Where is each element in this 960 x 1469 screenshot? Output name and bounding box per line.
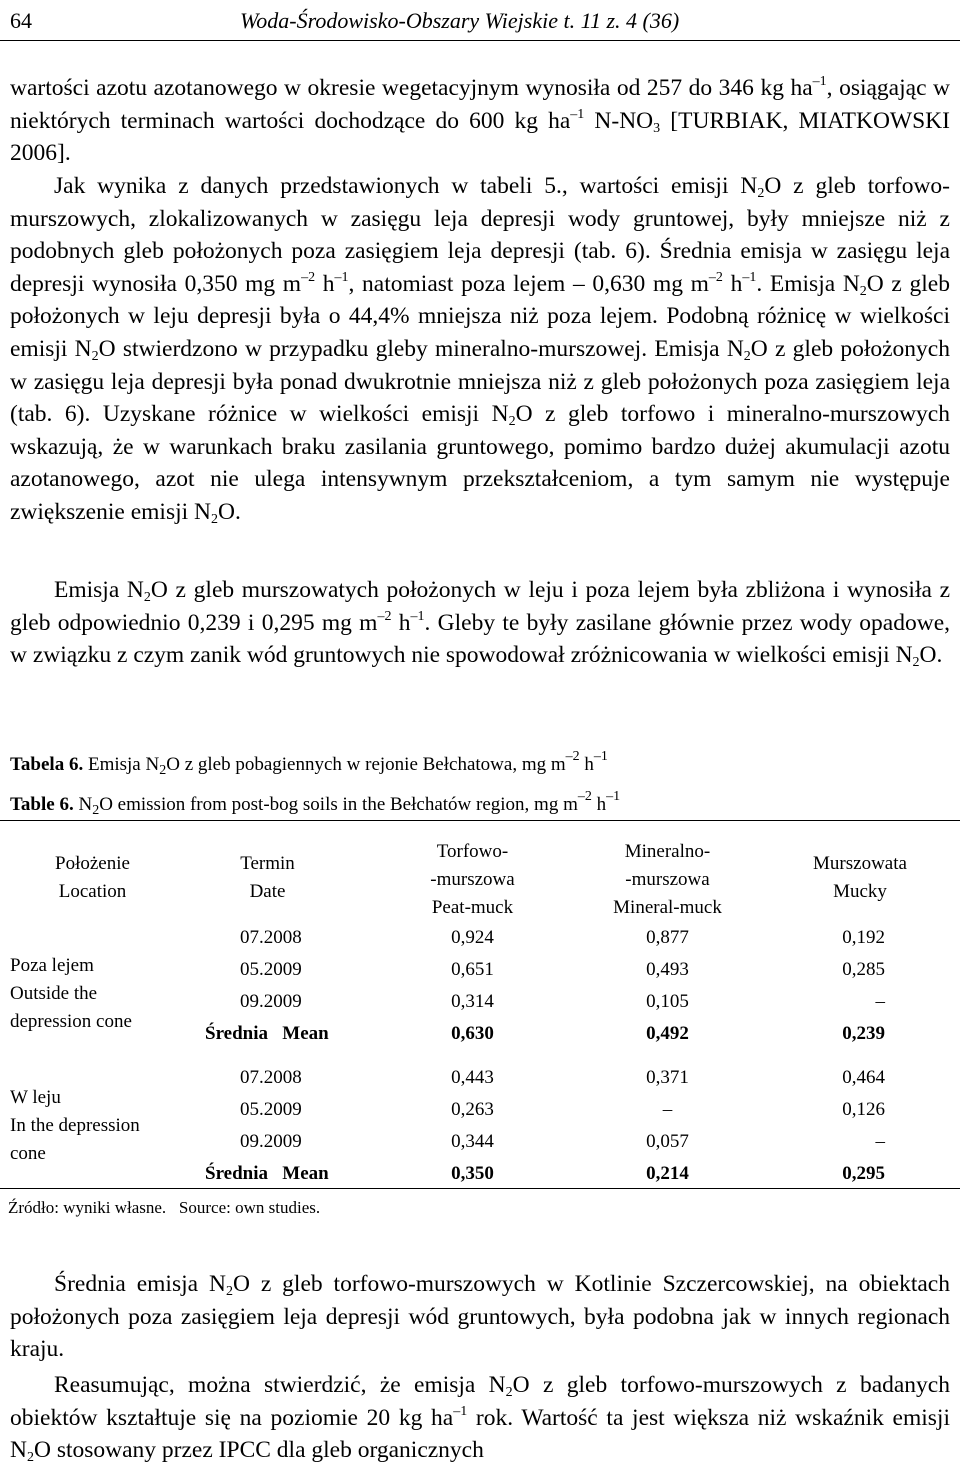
mean-label-pl: Średnia bbox=[205, 1023, 269, 1044]
caption-text: O emission from post-bog soils in the Bełchatów region, mg m bbox=[99, 794, 578, 815]
paragraph-3 bbox=[10, 574, 950, 672]
text-run: N-NO bbox=[584, 107, 654, 134]
cell-date: 07.2008 bbox=[240, 927, 302, 948]
text-run: O z gleb torfowo i mineralno-murszowych wskazują, że w warunkach braku zasilania gruntowego, pomimo bardzo dużej akumulacji azotu azotanowego, azot nie ulega intensywnym przekształceniom, a tym samym nie występuje zwiększenie emisji N bbox=[10, 401, 950, 525]
subscript: 2 bbox=[211, 511, 218, 527]
paragraph-text bbox=[10, 72, 950, 170]
mean-mineral: 0,214 bbox=[646, 1163, 689, 1184]
caption-text: h bbox=[579, 754, 594, 775]
subscript: 2 bbox=[225, 1284, 233, 1299]
caption-label: Table 6. bbox=[10, 794, 74, 815]
subscript: 2 bbox=[92, 803, 100, 818]
mean-mucky: 0,239 bbox=[842, 1023, 885, 1044]
group-label-text: Outside the bbox=[10, 983, 98, 1004]
header-text: Torfowo- bbox=[436, 841, 509, 862]
header-rule bbox=[0, 40, 960, 41]
cell-date: 07.2008 bbox=[240, 1067, 302, 1088]
paragraph-5 bbox=[10, 1369, 950, 1467]
group-label-text: depression cone bbox=[10, 1011, 132, 1032]
cell-peat: 0,924 bbox=[451, 927, 494, 948]
superscript: –1 bbox=[570, 106, 585, 122]
cell-mineral: 0,057 bbox=[646, 1131, 689, 1152]
paragraph-2 bbox=[10, 170, 950, 529]
subscript: 2 bbox=[505, 1385, 513, 1400]
cell-mucky: 0,464 bbox=[842, 1067, 885, 1088]
paragraph-text bbox=[10, 170, 950, 529]
superscript: –1 bbox=[742, 269, 757, 285]
journal-title: Woda-Środowisko-Obszary Wiejskie t. 11 z. 4 (36) bbox=[240, 8, 680, 33]
superscript: –2 bbox=[565, 749, 580, 764]
paragraph-text bbox=[10, 574, 950, 672]
superscript: –2 bbox=[301, 269, 316, 285]
cell-mucky: – bbox=[875, 1131, 885, 1152]
table-caption-en bbox=[10, 789, 950, 818]
mean-label bbox=[205, 1020, 329, 1048]
caption-text: Emisja N bbox=[83, 754, 160, 775]
paragraph-text bbox=[10, 1268, 950, 1366]
page-number: 64 bbox=[10, 8, 32, 33]
superscript: –2 bbox=[708, 269, 723, 285]
text-run: Reasumując, można stwierdzić, że emisja N bbox=[54, 1372, 506, 1398]
superscript: –1 bbox=[453, 1403, 468, 1419]
header-text: Location bbox=[58, 881, 127, 902]
header-text: -murszowa bbox=[625, 869, 710, 890]
data-table bbox=[0, 820, 960, 1188]
text-run: O stosowany przez IPCC dla gleb organicznych bbox=[33, 1437, 484, 1464]
subscript: 2 bbox=[508, 414, 516, 430]
group-label-text: cone bbox=[10, 1143, 46, 1164]
cell-mineral: 0,493 bbox=[646, 959, 689, 980]
superscript: –1 bbox=[334, 269, 349, 285]
cell-date: 09.2009 bbox=[240, 1131, 302, 1152]
group-label-inside bbox=[10, 1084, 195, 1168]
header-text: Termin bbox=[240, 853, 295, 874]
header-peat-muck bbox=[400, 838, 545, 922]
cell-peat: 0,263 bbox=[451, 1099, 494, 1120]
table-source: Źródło: wyniki własne. Source: own studies. bbox=[8, 1198, 321, 1217]
cell-mineral: 0,371 bbox=[646, 1067, 689, 1088]
text-run: Jak wynika z danych przedstawionych w tabeli 5., wartości emisji N bbox=[54, 173, 758, 199]
cell-mucky: 0,126 bbox=[842, 1099, 885, 1120]
subscript: 2 bbox=[159, 763, 167, 778]
cell-peat: 0,651 bbox=[451, 959, 494, 980]
text-run: O z gleb torfowo-murszowych w Kotlinie Szczercowskiej, na obiektach położonych poza zasięgiem leja depresji wód gruntowych, była podobna jak w innych regionach kraju. bbox=[10, 1271, 950, 1363]
text-run: wartości azotu azotanowego w okresie wegetacyjnym wynosiła od 257 do 346 kg ha bbox=[10, 75, 813, 101]
text-run: O. bbox=[218, 498, 241, 525]
text-run: Średnia emisja N bbox=[54, 1271, 226, 1297]
header-mineral-muck bbox=[590, 838, 745, 922]
subscript: 2 bbox=[859, 283, 867, 299]
subscript: 2 bbox=[912, 655, 920, 671]
subscript: 2 bbox=[91, 348, 99, 364]
cell-mineral: – bbox=[662, 1099, 673, 1120]
caption-text: N bbox=[73, 794, 93, 815]
mean-label-en: Mean bbox=[282, 1023, 329, 1044]
citation: [TURBIAK, MIATKOWSKI 2006]. bbox=[10, 107, 950, 167]
text-run: h bbox=[722, 270, 743, 297]
cell-mucky: 0,285 bbox=[842, 959, 885, 980]
header-text: Peat-muck bbox=[431, 897, 514, 918]
subscript: 2 bbox=[143, 590, 151, 605]
group-label-text: Poza lejem bbox=[10, 955, 94, 976]
text-run: O z gleb torfowo-murszowych, zlokalizowanych w zasięgu leja depresji wody gruntowej, były mniejsze niż z podobnych gleb położonych poza zasięgiem leja depresji (tab. 6). Średnia emisja w zasięgu leja depresji wynosiła 0,350 mg m bbox=[10, 173, 950, 297]
superscript: –1 bbox=[593, 749, 608, 764]
superscript: –1 bbox=[812, 74, 827, 89]
subscript: 2 bbox=[743, 348, 751, 364]
subscript: 2 bbox=[26, 1450, 34, 1466]
subscript: 3 bbox=[653, 120, 661, 136]
header-date bbox=[215, 850, 320, 906]
header-text: Date bbox=[249, 881, 286, 902]
group-label-text: W leju bbox=[10, 1087, 61, 1108]
running-header bbox=[0, 6, 960, 36]
cell-mucky: – bbox=[875, 991, 885, 1012]
header-mucky bbox=[780, 850, 940, 906]
text-run: h bbox=[391, 609, 411, 636]
text-run: O stwierdzono w przypadku gleby mineralno-murszowej. Emisja N bbox=[98, 335, 744, 362]
text-run: . Emisja N bbox=[756, 270, 860, 297]
subscript: 2 bbox=[757, 186, 765, 201]
mean-label-en: Mean bbox=[282, 1163, 329, 1184]
mean-mineral: 0,492 bbox=[646, 1023, 689, 1044]
paragraph-4 bbox=[10, 1268, 950, 1366]
text-run: O z gleb torfowo-murszowych z badanych obiektów kształtuje się na poziomie 20 kg ha bbox=[10, 1372, 950, 1431]
cell-mineral: 0,877 bbox=[646, 927, 689, 948]
text-run: O z gleb murszowatych położonych w leju i poza lejem była zbliżona i wynosiła z gleb odpowiednio 0,239 i 0,295 mg m bbox=[10, 577, 950, 636]
superscript: –2 bbox=[577, 789, 592, 804]
table-caption-pl bbox=[10, 749, 950, 778]
text-run: O. bbox=[919, 642, 943, 669]
cell-date: 05.2009 bbox=[240, 1099, 302, 1120]
header-text: Mineralno- bbox=[624, 841, 711, 862]
cell-peat: 0,314 bbox=[451, 991, 494, 1012]
superscript: –2 bbox=[377, 608, 392, 624]
text-run: h bbox=[315, 270, 335, 297]
cell-mucky: 0,192 bbox=[842, 927, 885, 948]
cell-date: 05.2009 bbox=[240, 959, 302, 980]
text-run: O z gleb położonych w leju depresji była o 44,4% mniejsza niż poza lejem. Podobną różnicę w wielkości emisji N bbox=[10, 270, 950, 362]
caption-text: O z gleb pobagiennych w rejonie Bełchatowa, mg m bbox=[166, 754, 566, 775]
cell-peat: 0,443 bbox=[451, 1067, 494, 1088]
superscript: –1 bbox=[606, 789, 621, 804]
table-bottom-rule bbox=[0, 1188, 960, 1189]
paragraph-1 bbox=[10, 72, 950, 170]
mean-peat: 0,630 bbox=[451, 1023, 494, 1044]
caption-label: Tabela 6. bbox=[10, 754, 84, 775]
text-run: , natomiast poza lejem – 0,630 mg m bbox=[348, 270, 709, 297]
cell-mineral: 0,105 bbox=[646, 991, 689, 1012]
caption-text: h bbox=[591, 794, 607, 815]
header-text: Murszowata bbox=[813, 853, 907, 874]
text-run: rok. Wartość ta jest większa niż wskaźnik emisji N bbox=[10, 1404, 950, 1464]
header-text: Położenie bbox=[55, 853, 130, 874]
mean-mucky: 0,295 bbox=[842, 1163, 885, 1184]
cell-date: 09.2009 bbox=[240, 991, 302, 1012]
group-label-text: In the depression bbox=[10, 1115, 140, 1136]
text-run: , osiągając w niektórych terminach wartości dochodzące do 600 kg ha bbox=[10, 75, 950, 134]
mean-peat: 0,350 bbox=[451, 1163, 494, 1184]
header-text: Mineral-muck bbox=[613, 897, 722, 918]
mean-label bbox=[205, 1160, 329, 1188]
table-top-rule bbox=[0, 820, 960, 821]
paragraph-text bbox=[10, 1369, 950, 1467]
group-label-outside bbox=[10, 952, 195, 1036]
header-text: Mucky bbox=[833, 881, 887, 902]
superscript: –1 bbox=[410, 608, 425, 624]
cell-peat: 0,344 bbox=[451, 1131, 494, 1152]
mean-label-pl: Średnia bbox=[205, 1163, 269, 1184]
text-run: . Gleby te były zasilane głównie przez wody opadowe, w związku z czym zanik wód gruntowych nie spowodował zróżnicowania w wielkości emisji N bbox=[10, 609, 951, 669]
text-run: Emisja N bbox=[54, 577, 144, 603]
header-text: -murszowa bbox=[430, 869, 515, 890]
text-run: O z gleb położonych w zasięgu leja depresji była ponad dwukrotnie mniejsza niż z gleb położonych poza zasięgiem leja (tab. 6). Uzyskane różnice w wielkości emisji N bbox=[10, 335, 950, 428]
header-location bbox=[0, 850, 185, 906]
